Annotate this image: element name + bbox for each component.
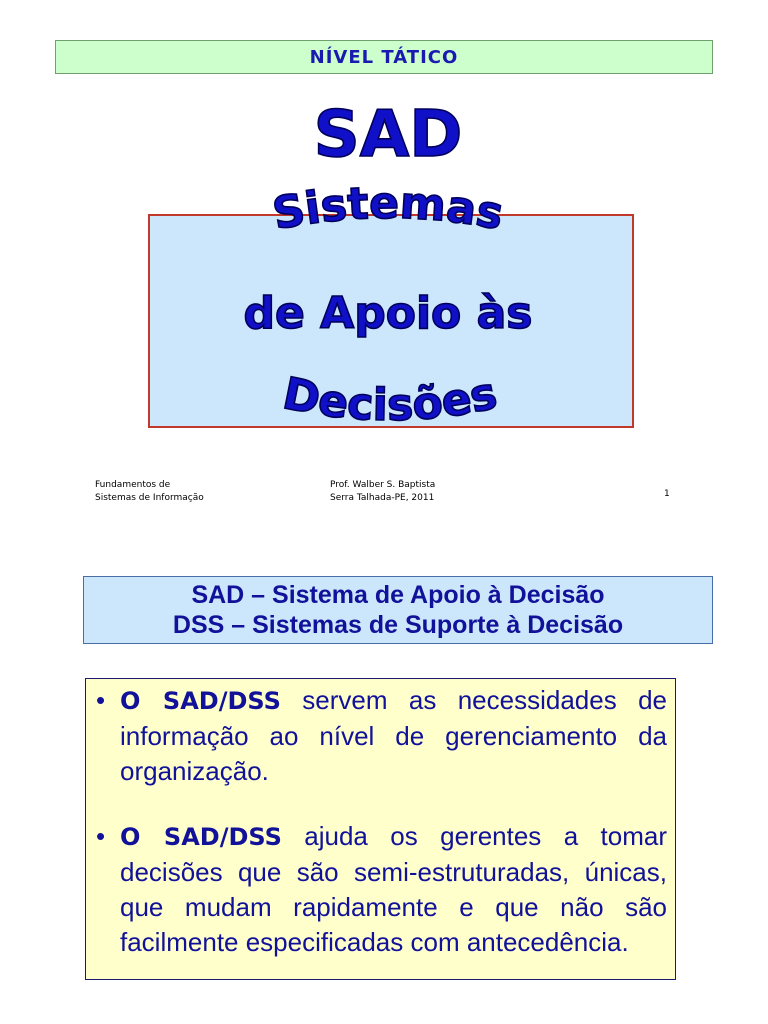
slide-heading-line1: SAD – Sistema de Apoio à Decisão	[191, 581, 605, 609]
footer-course	[95, 479, 204, 505]
footer-author	[330, 479, 435, 505]
wordart-line-sad: SAD	[313, 98, 463, 172]
level-banner-label: NÍVEL TÁTICO	[309, 46, 459, 68]
wordart-line-apoio: de Apoio às	[243, 288, 533, 339]
wordart-line-sistemas: Sistemas	[268, 177, 508, 241]
slide-heading-line2: DSS – Sistemas de Suporte à Decisão	[172, 611, 624, 639]
bullet-marker: •	[96, 685, 106, 715]
wordart-line-decisoes: Decisões	[278, 367, 502, 432]
footer-author-line1: Prof. Walber S. Baptista	[330, 480, 436, 490]
bullet-item	[96, 819, 667, 960]
bullet-marker: •	[96, 821, 106, 851]
bullet-bold: O SAD/DSS	[120, 823, 282, 851]
footer-course-line1: Fundamentos de	[95, 480, 171, 490]
content-box	[85, 678, 676, 980]
slide-heading	[83, 576, 713, 644]
bullet-body: servem as necessidades de informação ao nível de gerenciamento da organização.	[120, 685, 667, 786]
footer-course-line2: Sistemas de Informação	[95, 493, 204, 503]
bullet-item	[96, 683, 667, 789]
footer-page-number: 1	[664, 489, 670, 499]
bullet-text	[120, 683, 667, 789]
footer-author-line2: Serra Talhada-PE, 2011	[330, 493, 435, 503]
bullet-body: ajuda os gerentes a tomar decisões que são semi-estruturadas, únicas, que mudam rapidamente e que não são facilmente especificadas com antecedência.	[120, 821, 668, 957]
bullet-bold: O SAD/DSS	[120, 687, 281, 715]
bullet-text	[120, 819, 667, 960]
wordart-title	[0, 0, 768, 470]
